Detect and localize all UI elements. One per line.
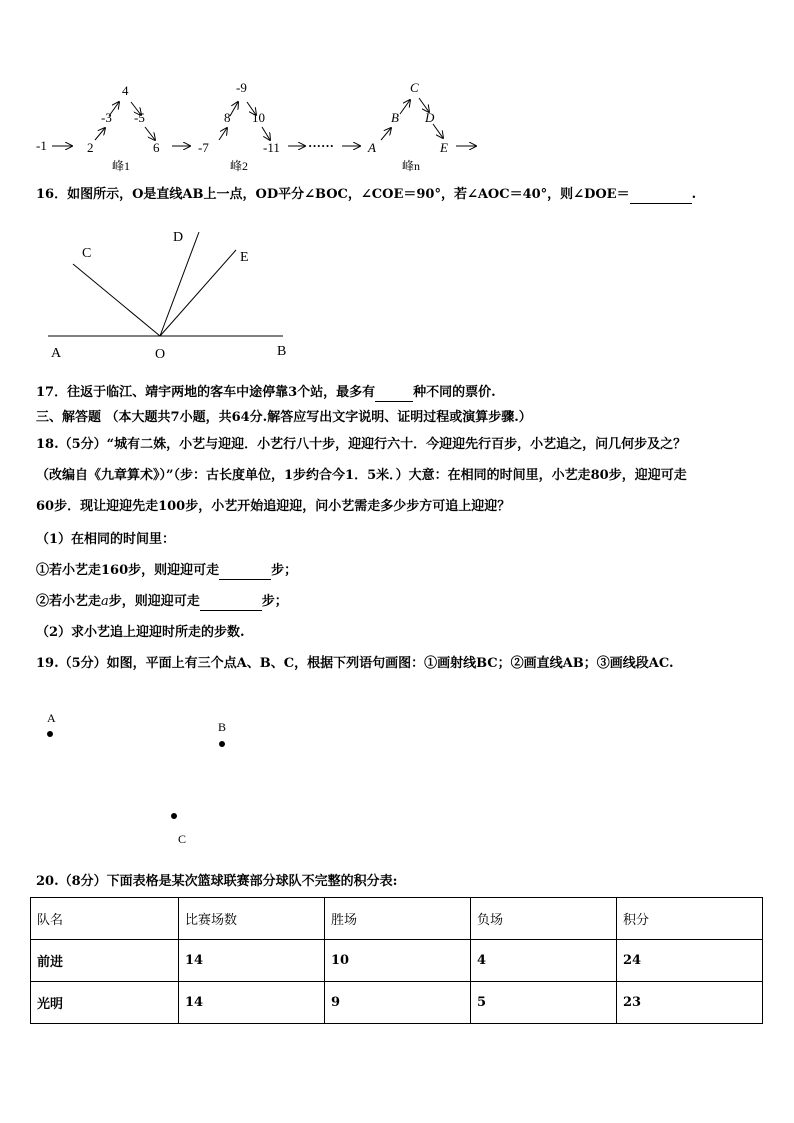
peaks-diagram — [0, 74, 794, 174]
ray-oe — [160, 250, 236, 336]
q18-sub1b-pre: ②若小艺走 — [36, 594, 102, 609]
q18-sub1b-mid: 步，则迎迎可走 — [108, 594, 200, 609]
peak2-end: -11 — [263, 140, 280, 155]
header-team: 队名 — [31, 898, 179, 940]
q18-variable-a: a — [101, 594, 109, 609]
q18-sub1a-pre: ①若小艺走160步，则迎迎可走 — [36, 563, 220, 578]
q18-sub1b-blank — [200, 596, 262, 611]
q18-sub1b — [36, 593, 288, 611]
table-header-row — [31, 898, 763, 940]
peak1-right-mid: -5 — [134, 110, 145, 125]
header-wins: 胜场 — [325, 898, 471, 940]
point-a-label: A — [47, 711, 56, 725]
q18-sub1a-post: 步； — [271, 563, 298, 578]
table-row — [31, 982, 763, 1024]
point-c-label: C — [178, 832, 187, 846]
header-points: 积分 — [617, 898, 763, 940]
q16-end: . — [691, 187, 697, 202]
question-19: 19.（5分）如图，平面上有三个点A、B、C，根据下列语句画图：①画射线BC；②画直线AB；③画线段AC. — [36, 656, 674, 671]
ray-od — [160, 232, 199, 336]
question-20: 20.（8分）下面表格是某次篮球联赛部分球队不完整的积分表: — [36, 874, 398, 889]
score-table — [30, 897, 763, 1024]
q17-pre: 17．往返于临江、靖宇两地的客车中途停靠3个站，最多有 — [36, 385, 376, 400]
peak2-right-mid: 10 — [252, 110, 265, 125]
q17-answer-blank — [375, 387, 413, 402]
q18-sub2: （2）求小艺追上迎迎时所走的步数. — [36, 625, 245, 640]
point-c — [171, 813, 177, 819]
peakn-right-mid: D — [425, 110, 435, 125]
peakn-label: 峰n — [402, 159, 421, 173]
point-b-label: B — [218, 720, 227, 734]
peak1-label: 峰1 — [112, 159, 131, 173]
points-diagram — [0, 700, 300, 850]
peakn-start: A — [368, 140, 376, 155]
peak1-start: -1 — [36, 138, 47, 153]
peak1-end: 6 — [153, 140, 160, 155]
peak2-left-mid: 8 — [224, 110, 231, 125]
label-d: D — [173, 230, 184, 245]
question-17 — [36, 384, 496, 402]
q16-text: 16．如图所示，O是直线AB上一点，OD平分∠BOC，∠COE＝90°，若∠AOC＝40°，则∠DOE＝ — [36, 187, 630, 202]
peakn-top: C — [410, 80, 419, 95]
peak2-label: 峰2 — [230, 159, 249, 173]
q18-sub1a — [36, 562, 297, 580]
q18-sub1: （1）在相同的时间里： — [36, 532, 176, 547]
cell-games: 14 — [179, 982, 325, 1024]
label-c: C — [82, 246, 92, 261]
peakn-left-mid: B — [391, 110, 399, 125]
peak1-top: 4 — [122, 83, 129, 98]
q16-answer-blank — [630, 189, 692, 204]
q18-line2: （改编自《九章算术》）”（步：古长度单位，1步约合今1．5米．）大意：在相同的时间里，小艺走80步，迎迎可走 — [36, 468, 687, 483]
peak2-top: -9 — [236, 80, 247, 95]
q18-line3: 60步．现让迎迎先走100步，小艺开始追迎迎，问小艺需走多少步方可追上迎迎？ — [36, 499, 511, 514]
peak1-left: 2 — [87, 140, 94, 155]
peak1-left-mid: -3 — [101, 110, 112, 125]
q18-line1: 18.（5分）“城有二姝，小艺与迎迎．小艺行八十步，迎迎行六十．今迎迎先行百步，小艺追之，问几何步及之？ — [36, 437, 687, 452]
point-b — [219, 741, 225, 747]
point-a — [47, 731, 53, 737]
peak2-start: -7 — [198, 140, 209, 155]
label-e: E — [240, 250, 249, 265]
table-row — [31, 940, 763, 982]
cell-team: 光明 — [31, 982, 179, 1024]
cell-losses: 4 — [471, 940, 617, 982]
ray-oc — [73, 264, 160, 336]
cell-team: 前进 — [31, 940, 179, 982]
q18-sub1b-post: 步； — [261, 594, 288, 609]
section-3-heading: 三、解答题 （本大题共7小题，共64分.解答应写出文字说明、证明过程或演算步骤.） — [36, 410, 532, 425]
question-16 — [36, 186, 696, 204]
cell-losses: 5 — [471, 982, 617, 1024]
cell-wins: 9 — [325, 982, 471, 1024]
cell-points: 24 — [617, 940, 763, 982]
label-a: A — [51, 346, 62, 361]
header-losses: 负场 — [471, 898, 617, 940]
label-o: O — [155, 347, 166, 362]
cell-games: 14 — [179, 940, 325, 982]
ellipsis-dots: ······ — [308, 138, 335, 153]
peakn-end: E — [440, 140, 448, 155]
cell-points: 23 — [617, 982, 763, 1024]
cell-wins: 10 — [325, 940, 471, 982]
q17-post: 种不同的票价. — [413, 385, 496, 400]
header-games: 比赛场数 — [179, 898, 325, 940]
label-b: B — [277, 344, 287, 359]
q18-sub1a-blank — [219, 565, 271, 580]
angle-diagram — [0, 220, 320, 365]
